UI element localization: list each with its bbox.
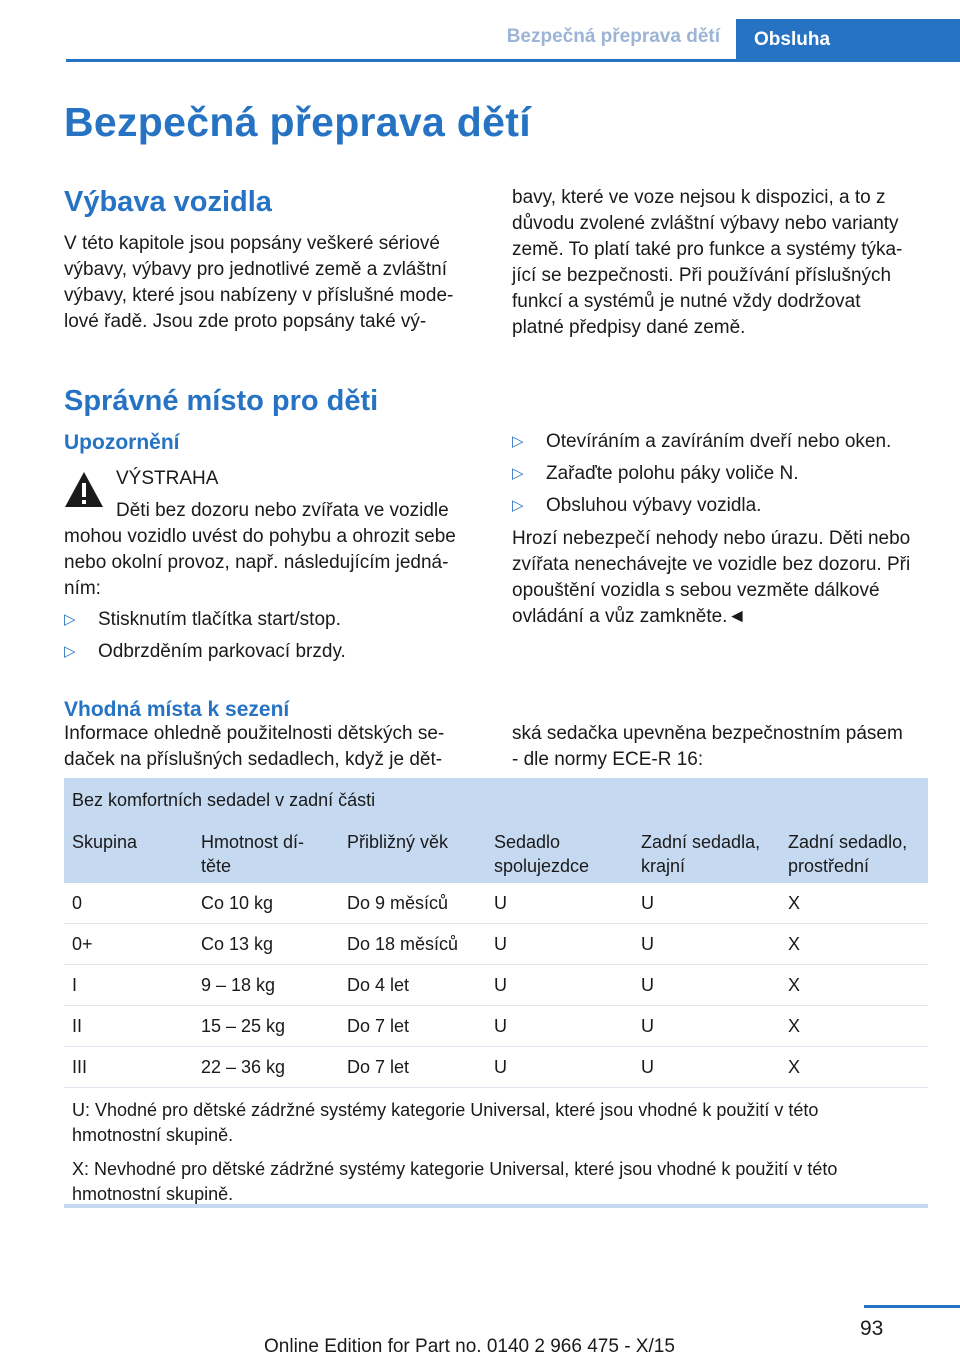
table-row — [64, 1047, 928, 1088]
subheading-warning: Upozornění — [64, 431, 180, 454]
table-cell: X — [788, 934, 801, 954]
text-line: platné předpisy dané země. — [512, 317, 746, 338]
footer-edition: Online Edition for Part no. 0140 2 966 475 - X/15 — [264, 1336, 675, 1357]
table-header-cell: Skupina — [72, 832, 138, 852]
page-number: 93 — [860, 1317, 884, 1340]
text-line: funkcí a systémů je nutné vždy dodržovat — [512, 291, 861, 312]
table-cell: U — [494, 934, 507, 954]
text-line: - dle normy ECE-R 16: — [512, 749, 704, 770]
table-cell: I — [72, 975, 78, 995]
table-cell: X — [788, 1057, 801, 1077]
text-line: země. To platí také pro funkce a systémy týka- — [512, 239, 903, 260]
table-cell: 15 – 25 kg — [201, 1016, 286, 1036]
text-line: výbavy, které jsou nabízeny v příslušné mode- — [64, 285, 454, 306]
table-header-row — [64, 823, 928, 883]
table-cell: Do 7 let — [347, 1057, 410, 1077]
text-line: Informace ohledně použitelnosti dětských se- — [64, 723, 445, 744]
table-cell: Co 10 kg — [201, 893, 274, 913]
table-cell: Co 13 kg — [201, 934, 274, 954]
text-line: jící se bezpečnosti. Při používání příslušných — [512, 265, 892, 286]
text-line: Hrozí nebezpečí nehody nebo úrazu. Děti nebo — [512, 528, 911, 549]
table-cell: U — [641, 934, 654, 954]
table-bottom-rule — [64, 1204, 928, 1208]
text-line: zvířata nenechávejte ve vozidle bez dozoru. Při — [512, 554, 911, 575]
page-title: Bezpečná přeprava dětí — [64, 99, 531, 145]
table-header-cell: Sedadlo spolujezdce — [494, 832, 590, 876]
header-rule — [66, 59, 960, 62]
table-cell: U — [641, 1016, 654, 1036]
header-section-title: Bezpečná přeprava dětí — [506, 26, 720, 47]
seating-table — [64, 778, 928, 1216]
text-line: opouštění vozidla s sebou vezměte dálkové — [512, 580, 880, 601]
section-heading-equipment: Výbava vozidla — [64, 186, 272, 218]
table-cell: U — [494, 893, 507, 913]
table-cell: 0+ — [72, 934, 93, 954]
table-cell: U — [494, 975, 507, 995]
list-item-text: Otevíráním a zavíráním dveří nebo oken. — [546, 431, 892, 452]
table-row — [64, 965, 928, 1006]
text-line: důvodu zvolené zvláštní výbavy nebo varianty — [512, 213, 899, 234]
table-cell: U — [494, 1057, 507, 1077]
table-row — [64, 883, 928, 924]
text-line: lové řadě. Jsou zde proto popsány také vý- — [64, 311, 427, 332]
bullet-marker-icon: ▷ — [64, 611, 76, 628]
list-item-text: Odbrzděním parkovací brzdy. — [98, 641, 346, 662]
list-item-text: Zařaďte polohu páky voliče N. — [546, 463, 799, 484]
table-row — [64, 924, 928, 965]
table-header-cell: Zadní sedadla, krajní — [641, 832, 761, 876]
warning-text-line: ním: — [64, 578, 101, 599]
table-cell: 0 — [72, 893, 83, 913]
table-header-cell: Přibližný věk — [347, 832, 449, 852]
table-cell: Do 9 měsíců — [347, 893, 449, 913]
table-notes — [64, 1088, 928, 1207]
table-cell: U — [494, 1016, 507, 1036]
table-cell: X — [788, 1016, 801, 1036]
table-row — [64, 1006, 928, 1047]
table-cell: U — [641, 1057, 654, 1077]
table-title: Bez komfortních sedadel v zadní části — [64, 778, 928, 823]
bullet-marker-icon: ▷ — [512, 497, 524, 514]
warning-triangle-icon — [64, 471, 104, 511]
table-cell: U — [641, 975, 654, 995]
list-item-text: Stisknutím tlačítka start/stop. — [98, 609, 341, 630]
table-cell: III — [72, 1057, 88, 1077]
list-item-text: Obsluhou výbavy vozidla. — [546, 495, 762, 516]
warning-text-line: Děti bez dozoru nebo zvířata ve vozidle — [116, 500, 449, 521]
table-note: X: Nevhodné pro dětské zádržné systémy kategorie Universal, které jsou vhodné k použití v této hmotnostní skupině. — [72, 1159, 838, 1204]
text-line: ská sedačka upevněna bezpečnostním pásem — [512, 723, 903, 744]
table-cell: Do 7 let — [347, 1016, 410, 1036]
table-header-cell: Zadní sedadlo, prostřední — [788, 832, 908, 876]
table-header-cell: Hmotnost dí- těte — [201, 832, 305, 876]
bullet-marker-icon: ▷ — [512, 433, 524, 450]
table-cell: Do 4 let — [347, 975, 410, 995]
section-heading-correct-place: Správné místo pro děti — [64, 385, 379, 417]
text-line: výbavy, výbavy pro jednotlivé země a zvláštní — [64, 259, 447, 280]
text-line: daček na příslušných sedadlech, když je dět- — [64, 749, 443, 770]
table-note: U: Vhodné pro dětské zádržné systémy kategorie Universal, které jsou vhodné k použití v této hmotnostní skupině. — [72, 1100, 819, 1145]
footer-rule — [864, 1305, 960, 1308]
header-tab: Obsluha — [736, 19, 960, 59]
warning-text-line: nebo okolní provoz, např. následujícím jedná- — [64, 552, 449, 573]
bullet-marker-icon: ▷ — [512, 465, 524, 482]
table-cell: Do 18 měsíců — [347, 934, 459, 954]
text-line: bavy, které ve voze nejsou k dispozici, a to z — [512, 187, 886, 208]
text-line: ovládání a vůz zamkněte.◄ — [512, 606, 747, 627]
warning-label: VÝSTRAHA — [116, 468, 219, 489]
subheading-seating: Vhodná místa k sezení — [64, 698, 290, 721]
table-cell: 22 – 36 kg — [201, 1057, 286, 1077]
table-cell: II — [72, 1016, 83, 1036]
text-line: V této kapitole jsou popsány veškeré sériové — [64, 233, 440, 254]
table-cell: X — [788, 975, 801, 995]
table-cell: U — [641, 893, 654, 913]
table-cell: X — [788, 893, 801, 913]
bullet-marker-icon: ▷ — [64, 643, 76, 660]
warning-text-line: mohou vozidlo uvést do pohybu a ohrozit sebe — [64, 526, 456, 547]
table-cell: 9 – 18 kg — [201, 975, 276, 995]
